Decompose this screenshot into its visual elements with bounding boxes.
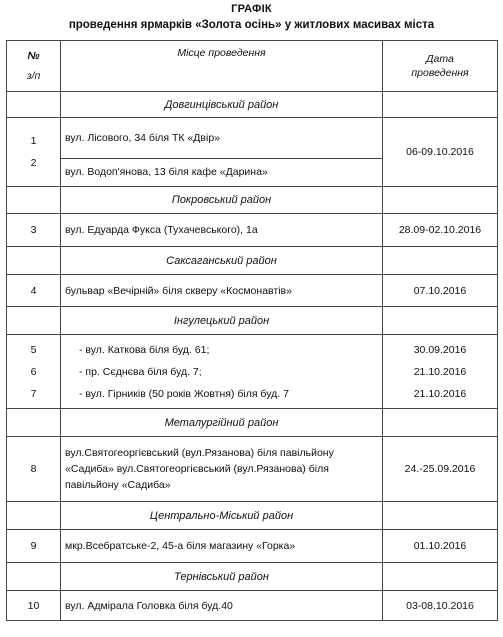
place-text: - вул. Каткова біля буд. 61; (79, 343, 210, 356)
row-number: 5 (30, 343, 37, 356)
date-cell: 28.09-02.10.2016 (383, 214, 498, 247)
district-row (7, 563, 498, 591)
district-row (7, 502, 498, 530)
row-number: 8 (7, 437, 61, 502)
district-row (7, 187, 498, 214)
row-number-cell (7, 335, 61, 409)
header-num-sign: № (27, 50, 40, 62)
place-cell (61, 335, 383, 409)
table-row (7, 591, 498, 621)
table-row (7, 275, 498, 307)
table-row (7, 437, 498, 502)
district-row (7, 307, 498, 335)
date-text: 21.10.2016 (413, 387, 467, 400)
district-name: Саксаганський район (61, 247, 383, 275)
place-text: - пр. Сєднєва біля буд. 7; (79, 365, 202, 378)
header-date-line2: проведення (411, 67, 469, 79)
document-header (0, 2, 503, 33)
table-row (7, 118, 498, 187)
row-number: 10 (7, 591, 61, 621)
place-text: вул.Святогеоргієвський (вул.Рязанова) біля павільйону «Садиба» вул.Святогеоргієвський (вул.Рязанова) біля павільйону «Садиба» (61, 437, 383, 502)
date-text: 30.09.2016 (413, 343, 467, 356)
header-date (383, 41, 498, 92)
header-date-line1: Дата (426, 53, 454, 65)
row-number: 2 (30, 157, 37, 169)
place-cell (61, 118, 383, 187)
place-text: мкр.Всебратське-2, 45-а біля магазину «Горка» (61, 530, 383, 563)
table-row (7, 214, 498, 247)
place-text: - вул. Гірників (50 років Жовтня) біля буд. 7 (79, 387, 289, 400)
district-name: Довгинцівський район (61, 92, 383, 118)
district-name: Тернівський район (61, 563, 383, 591)
table-header-row (7, 41, 498, 92)
row-number: 9 (7, 530, 61, 563)
district-row (7, 409, 498, 437)
row-number: 3 (7, 214, 61, 247)
date-cell: 24.-25.09.2016 (383, 437, 498, 502)
place-text: вул. Адмірала Головка біля буд.40 (61, 591, 383, 621)
row-number: 4 (7, 275, 61, 307)
date-cell: 06-09.10.2016 (383, 118, 498, 187)
place-text: вул. Лісового, 34 біля ТК «Двір» (61, 118, 382, 159)
schedule-table (6, 40, 498, 621)
district-row (7, 92, 498, 118)
row-number: 7 (30, 387, 37, 400)
header-num (7, 41, 61, 92)
header-place: Місце проведення (61, 41, 383, 92)
place-text: вул. Едуарда Фукса (Тухачевського), 1а (61, 214, 383, 247)
document-title: ГРАФІК (231, 3, 272, 15)
district-row (7, 247, 498, 275)
header-num-label: з/п (26, 70, 41, 82)
place-text: вул. Водоп'янова, 13 біля кафе «Дарина» (65, 166, 268, 178)
district-name: Центрально-Міський район (61, 502, 383, 530)
table-row (7, 335, 498, 409)
date-cell (383, 335, 498, 409)
date-cell: 01.10.2016 (383, 530, 498, 563)
place-text: бульвар «Вечірній» біля скверу «Космонавтів» (61, 275, 383, 307)
row-number-cell (7, 118, 61, 187)
document-subtitle: проведення ярмарків «Золота осінь» у житлових масивах міста (68, 19, 435, 31)
date-text: 21.10.2016 (413, 365, 467, 378)
row-number: 1 (30, 135, 37, 147)
row-number: 6 (30, 365, 37, 378)
date-cell: 03-08.10.2016 (383, 591, 498, 621)
table-row (7, 530, 498, 563)
district-name: Покровський район (61, 187, 383, 214)
date-cell: 07.10.2016 (383, 275, 498, 307)
district-name: Інгулецький район (61, 307, 383, 335)
district-name: Металургійний район (61, 409, 383, 437)
